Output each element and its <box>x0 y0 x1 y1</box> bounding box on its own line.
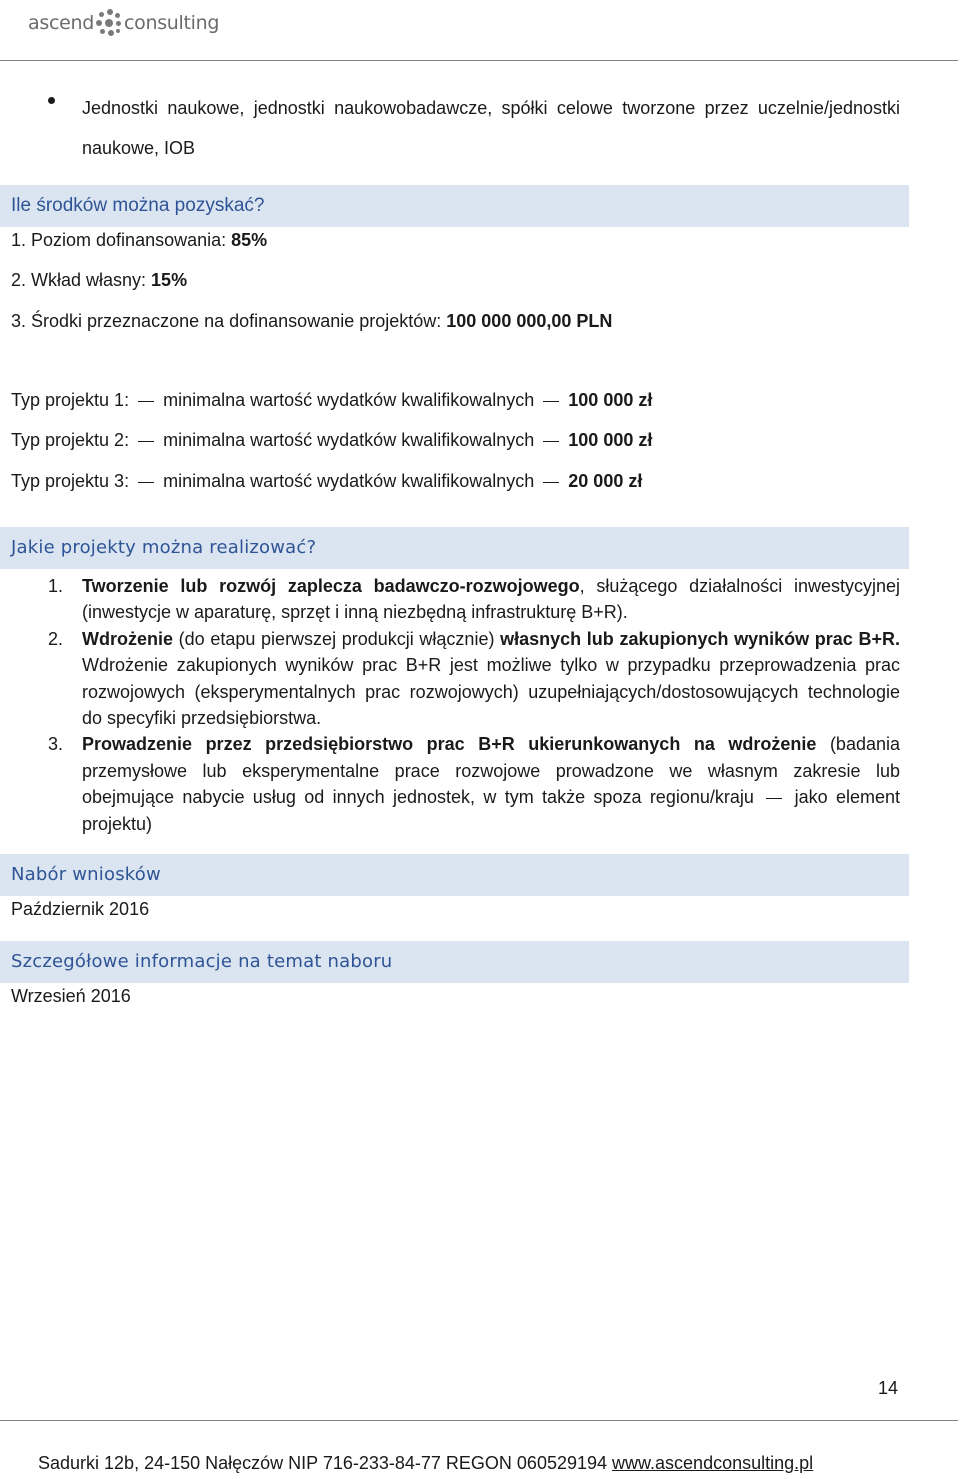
details-date: Wrzesień 2016 <box>11 986 131 1006</box>
logo-text-left: ascend <box>28 12 94 34</box>
item-2-bold-1: Wdrożenie <box>82 628 174 649</box>
funding-item-2 <box>11 270 187 291</box>
funding-item-3 <box>11 311 612 332</box>
call-date: Październik 2016 <box>11 899 150 919</box>
funding-item-3-label: 3. Środki przeznaczone na dofinansowanie projektów: <box>11 311 447 331</box>
project-type-1-desc: minimalna wartość wydatków kwalifikowalnych <box>163 390 535 410</box>
projects-list-item-1 <box>48 573 900 626</box>
item-3-text-2: jako element projektu) <box>82 787 900 834</box>
funding-item-1 <box>11 230 267 251</box>
eligible-entities-bullet <box>48 88 900 168</box>
list-number: 1. <box>48 576 64 596</box>
project-type-1 <box>11 390 652 411</box>
projects-list-item-2 <box>48 626 900 732</box>
dash-icon <box>543 441 559 442</box>
project-type-2-value: 100 000 zł <box>568 430 653 450</box>
project-type-1-value: 100 000 zł <box>568 390 653 410</box>
details-heading-band <box>0 941 909 983</box>
funding-item-1-value: 85% <box>231 230 268 250</box>
list-number: 2. <box>48 628 64 649</box>
project-type-1-label: Typ projektu 1: <box>11 390 130 410</box>
call-heading-band <box>0 854 909 896</box>
item-2-bold-2: własnych lub zakupionych wyników prac B+R. <box>500 628 900 649</box>
call-heading: Nabór wniosków <box>11 864 161 885</box>
project-type-2 <box>11 430 652 451</box>
item-1-text: , służącego działalności inwestycyjnej (inwestycje w aparaturę, sprzęt i inną niezbędną infrastrukturę B+R). <box>82 576 900 623</box>
project-type-3-label: Typ projektu 3: <box>11 471 130 491</box>
item-2-text: Wdrożenie zakupionych wyników prac B+R jest możliwe tylko w przypadku przeprowadzenia prac rozwojowych (eksperymentalnych prac rozwojowych) uzupełniających/dostosowujących technologie do specyfiki przedsiębiorstwa. <box>82 655 900 729</box>
funding-item-2-value: 15% <box>151 270 188 290</box>
projects-list <box>48 573 900 837</box>
project-type-3-value: 20 000 zł <box>568 471 643 491</box>
project-type-2-desc: minimalna wartość wydatków kwalifikowalnych <box>163 430 535 450</box>
dash-icon <box>766 798 782 799</box>
list-number: 3. <box>48 734 64 755</box>
projects-heading-band <box>0 527 909 569</box>
funding-heading-band <box>0 185 909 227</box>
project-type-2-label: Typ projektu 2: <box>11 430 130 450</box>
funding-item-3-value: 100 000 000,00 PLN <box>446 311 613 331</box>
funding-item-1-label: 1. Poziom dofinansowania: <box>11 230 232 250</box>
funding-heading: Ile środków można pozyskać? <box>11 195 265 216</box>
page-number: 14 <box>878 1378 899 1398</box>
logo-text-right: consulting <box>123 12 220 34</box>
item-1-bold: Tworzenie lub rozwój zaplecza badawczo-rozwojowego <box>82 576 580 596</box>
bullet-text: Jednostki naukowe, jednostki naukowobadawcze, spółki celowe tworzone przez uczelnie/jednostki naukowe, IOB <box>82 98 900 158</box>
company-logo <box>28 6 219 40</box>
footer-divider <box>0 1420 958 1421</box>
dash-icon <box>138 401 154 402</box>
funding-item-2-label: 2. Wkład własny: <box>11 270 152 290</box>
header-divider <box>0 60 958 61</box>
item-3-bold: Prowadzenie przez przedsiębiorstwo prac B+R ukierunkowanych na wdrożenie <box>82 734 817 755</box>
projects-heading: Jakie projekty można realizować? <box>11 537 317 558</box>
footer-contact <box>38 1453 813 1474</box>
bullet-icon <box>48 97 55 104</box>
dash-icon <box>138 482 154 483</box>
item-2-mid: (do etapu pierwszej produkcji włącznie) <box>173 628 501 649</box>
footer-address: Sadurki 12b, 24-150 Nałęczów NIP 716-233-84-77 REGON 060529194 <box>38 1453 613 1473</box>
project-type-3 <box>11 471 642 492</box>
details-heading: Szczegółowe informacje na temat naboru <box>11 951 393 972</box>
item-3-text-1: (badania przemysłowe lub eksperymentalne prace rozwojowe prowadzone we własnym zakresie lub obejmujące nabycie usług od innych jednostek, w tym także spoza regionu/kraju <box>82 734 900 808</box>
dash-icon <box>138 441 154 442</box>
projects-list-item-3 <box>48 731 900 837</box>
project-type-3-desc: minimalna wartość wydatków kwalifikowalnych <box>163 471 535 491</box>
website-link[interactable]: www.ascendconsulting.pl <box>612 1453 814 1473</box>
dash-icon <box>543 482 559 483</box>
logo-dots-icon <box>95 8 123 38</box>
dash-icon <box>543 401 559 402</box>
